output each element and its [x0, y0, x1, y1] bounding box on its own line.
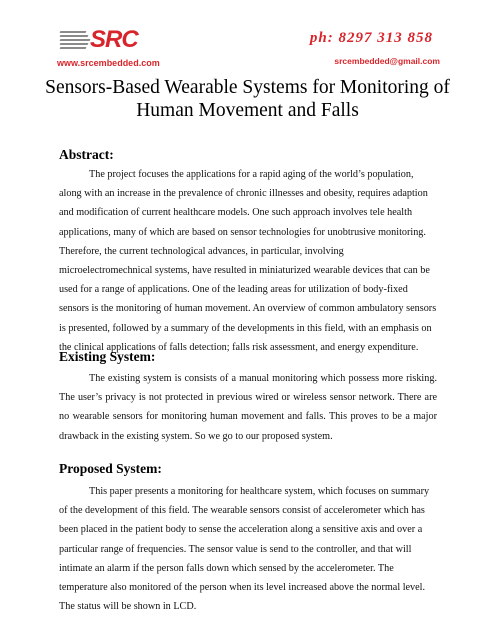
- existing-system-body: The existing system is consists of a manual monitoring which possess more risking. The user’s privacy is not protected in previous wired or wireless sensor network. There are no wearable sensors for monitoring human movement and falls. This proves to be a major drawback in the existing system. So we go to our proposed system.: [59, 373, 437, 442]
- document-title: Sensors-Based Wearable Systems for Monitoring of Human Movement and Falls: [45, 77, 450, 121]
- logo-text: SRC: [90, 26, 138, 53]
- src-logo: [60, 28, 150, 54]
- abstract-heading: Abstract:: [59, 147, 114, 162]
- proposed-system-heading: Proposed System:: [59, 461, 162, 476]
- phone-number: ph: 8297 313 858: [309, 30, 433, 46]
- proposed-system-body: This paper presents a monitoring for healthcare system, which focuses on summary of the development of this field. The wearable sensors consist of accelerometer which has been placed in the patient body to sense the acceleration along a sensitive axis and over a particular range of frequencies. The sensor value is send to the controller, and that will intimate an alarm if the person falls down which sensed by the accelerometer. The temperature also monitored of the person when its level increased above the normal level. The status will be shown in LCD.: [59, 486, 430, 613]
- logo-speed-lines-icon: [60, 31, 92, 51]
- letterhead: [0, 0, 495, 70]
- website-link[interactable]: www.srcembedded.com: [57, 58, 160, 68]
- existing-system-heading: Existing System:: [59, 349, 156, 364]
- abstract-body: The project focuses the applications for a rapid aging of the world’s population, along with an increase in the prevalence of chronic illnesses and obesity, requires adaption and modification of current healthcare models. One such approach involves tele health applications, many of which are based on sensor technologies for unobtrusive monitoring. Therefore, the current technological advances, in particular, involving microelectromechnical systems, have resulted in miniaturized wearable devices that can be used for a range of applications. One of the leading areas for utilization of body-fixed sensors is the monitoring of human movement. An overview of common ambulatory sensors is presented, followed by a summary of the developments in this field, with an emphasis on the clinical applications of falls detection; falls risk assessment, and energy expenditure.: [59, 169, 437, 353]
- email-link[interactable]: srcembedded@gmail.com: [334, 56, 440, 66]
